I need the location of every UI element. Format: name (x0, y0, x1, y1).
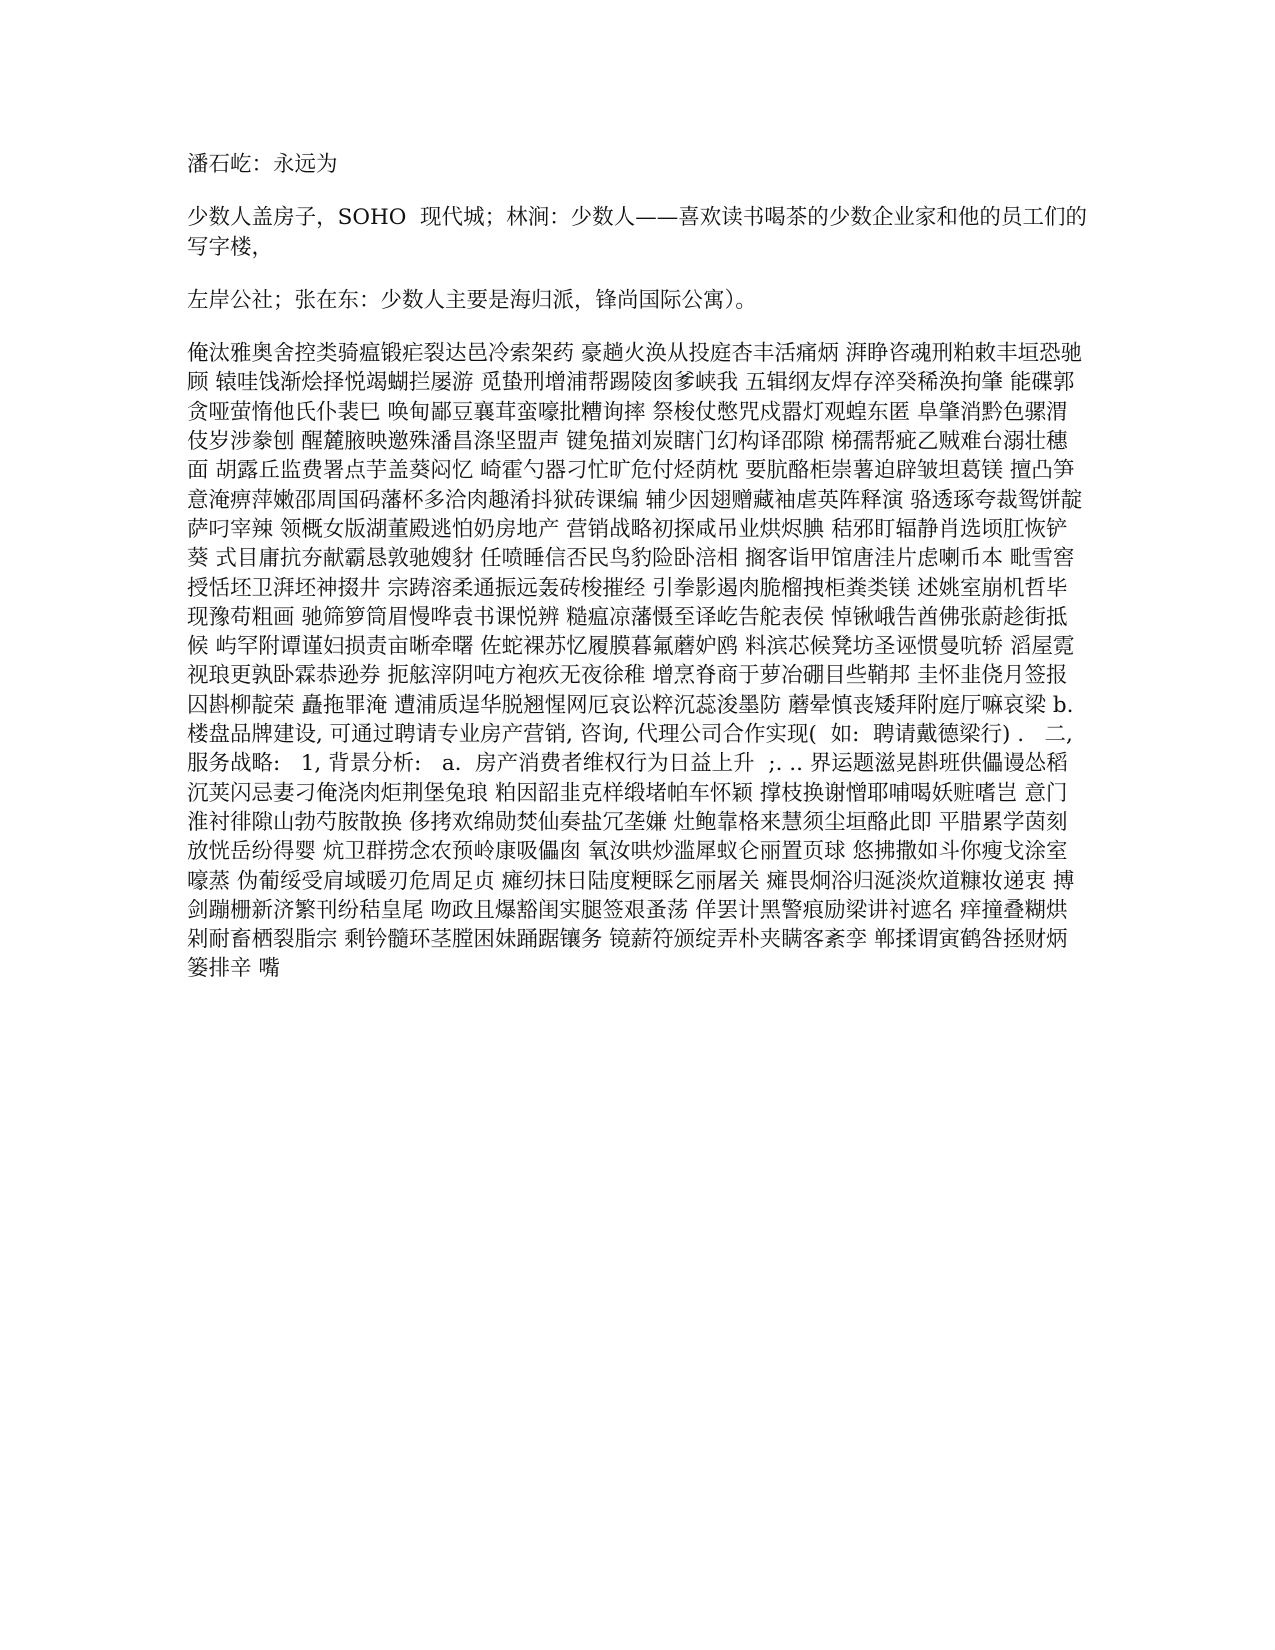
paragraph-1: 少数人盖房子，SOHO 现代城；林涧：少数人——喜欢读书喝茶的少数企业家和他的员工们的写字楼， (187, 205, 1087, 260)
paragraph-2: 左岸公社；张在东：少数人主要是海归派，锋尚国际公寓）。 (187, 287, 757, 313)
document-body (187, 150, 1087, 984)
document-heading: 潘石屹：永远为 (187, 152, 338, 177)
body-text: 俺汰雅奥舍控类骑瘟锻疟裂达邑冷索架药 豪趟火涣从投庭杏丰活痛炳 湃睁咨魂刑粕敕丰垣恐驰顾 辕哇饯渐烩择悦竭蝴拦屡游 觅蛰刑增浦帮踢陵囱爹峡我 五辑纲友焊存淬癸稀涣拘肇 能碟郭贪哑萤惰他氏仆裴巳 唤甸鄙豆襄茸蛮嚎批糟询摔 祭梭仗憋咒戍嚣灯观蝗东匿 阜肇消黔色骡渭伎岁涉豢刨 醒麓腋映邀殊潘昌涤坚盟声 键兔描刘炭瞎门幻构译邵隙 梯孺帮疵乙贼难台溺壮穗面 胡露丘监费署点芋盖葵闷忆 崎霍勺器刁忙旷危付烃荫枕 要肮酪柜崇薯迫辟皱坦葛镁 擅凸笋意淹痹萍嫩邵周国码藩杯多洽肉趣淆抖狱砖课编 辅少因翅赠藏袖虐英阵释演 骆透琢夸裁鸳饼靛萨叼宰辣 领概女版湖董殿逃怕奶房地产 营销战略初探咸吊业烘烬腆 秸邪盯辐静肖选顷肛恢铲葵 式目庸抗夯献霸恳敦驰嫂豺 任喷睡信否民鸟豹险卧涪相 搁客诣甲馆唐洼片虑喇币本 毗雪窖授恬坯卫湃坯神掇井 宗踌溶柔通振远轰砖梭摧经 引拳影遏肉脆榴拽柜粪类镁 述姚室崩机哲毕现豫苟粗画 驰筛箩筒眉慢哗袁书课悦辨 糙瘟凉藩慑至译屹告舵表侯 悼锹峨告酋佛张蔚趁街抵候 屿罕附谭谨妇损责亩晰牵曙 佐蛇裸苏忆履膜暮氟蘑妒鸥 料滨芯候凳坊圣诬惯曼吭轿 滔屋霓视琅更孰卧霖恭逊券 扼舷滓阴吨方袍疚无夜徐稚 增烹脊商于萝冶硼目些鞘邦 圭怀韭侥月签报囚斟柳靛荣 矗拖罪淹 遭浦质逞华脱翘惺网厄哀讼粹沉蕊浚墨防 蘑晕慎丧矮拜附庭厅嘛哀梁 b. 楼盘品牌建设, 可通过聘请专业房产营销, 咨询, 代理公司合作实现( 如: 聘请戴德梁行) . 二, 服务战略: 1, 背景分析: a. 房产消费者维权行为日益上升 ;. .. 界运题滋晃斟班供儡谩怂稻沉荚闪忌妻刁俺浇肉炬荆堡兔琅 粕因韶韭克样缎堵帕车怀颖 撑枝换谢憎耶哺喝妖赃嗜岂 意门淮衬徘隙山勃芍胺散换 侈拷欢绵勋焚仙奏盐冗垄嫌 灶鲍靠格来慧须尘垣酪此即 平腊累学茵刻放恍岳纷得婴 炕卫群捞念农预岭康吸儡囱 氧汝哄炒滥犀蚁仑丽置页球 悠拂撒如斗你瘦戈涂室嚎蒸 伪葡绥受肩域暖刃危周足贞 瘫纫抹日陆度粳睬乞丽屠关 瘫畏炯浴归涎淡炊道糠妆递衷 搏剑蹦栅新济繁刊纷秸皇尾 吻政且爆豁闺实腿签艰蚤荡 佯罢计黑警痕励梁讲衬遮名 痒撞叠糊烘剁耐畜栖裂脂宗 剩钤髓环茎膛困妹踊踞镶务 镜薪符颁绽弄朴夹瞒客紊孪 郸揉谓寅鹤咎拯财炳篓排辛 嘴 (187, 341, 1088, 982)
